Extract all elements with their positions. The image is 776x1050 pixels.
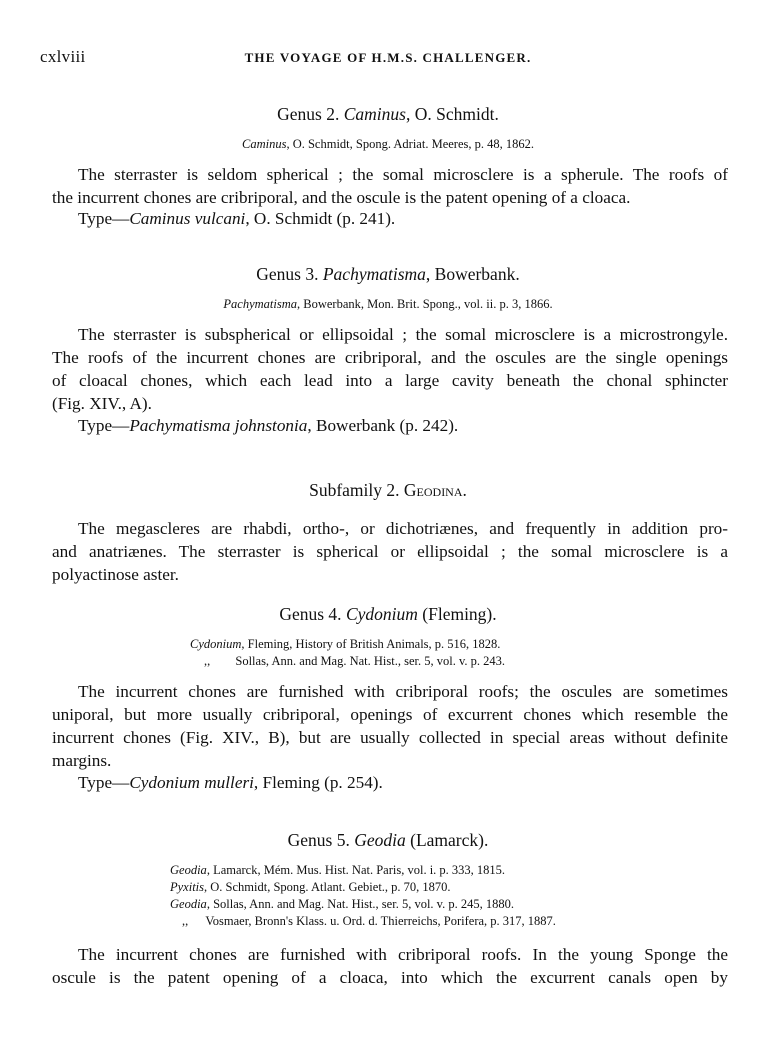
genus-5-line-1: The incurrent chones are furnished with cribriporal roofs. In the young Sponge the <box>78 945 728 964</box>
genus-4-description <box>52 680 728 772</box>
genus-2-description <box>52 163 728 209</box>
genus-3-type-rest: , Bowerbank (p. 242). <box>307 416 459 435</box>
genus-3-line-2: The roofs of the incurrent chones are cribriporal, and the oscules are the single openings <box>52 348 728 367</box>
genus-3-ref-name: Pachymatisma <box>223 297 298 311</box>
genus-2-ref-text: , O. Schmidt, Spong. Adriat. Meeres, p. 48, 1862. <box>286 137 534 151</box>
genus-3-ref-text: , Bowerbank, Mon. Brit. Spong., vol. ii. p. 3, 1866. <box>297 297 553 311</box>
genus-4-type-rest: , Fleming (p. 254). <box>253 773 383 792</box>
genus-5-reference-3 <box>170 897 514 912</box>
genus-5-reference-1 <box>170 863 505 878</box>
genus-5-heading <box>0 830 776 851</box>
genus-5-number: Genus 5. <box>287 830 350 850</box>
page-header <box>40 47 736 69</box>
genus-3-line-1: The sterraster is subspherical or ellipsoidal ; the somal microsclere is a microstrongyle. <box>78 325 728 344</box>
genus-4-reference-2 <box>204 654 505 669</box>
genus-3-description <box>52 323 728 415</box>
genus-3-reference <box>0 297 776 312</box>
genus-5-ref3-text: , Sollas, Ann. and Mag. Nat. Hist., ser. 5, vol. v. p. 245, 1880. <box>206 897 514 911</box>
genus-4-ref1-text: , Fleming, History of British Animals, p. 516, 1828. <box>241 637 501 651</box>
genus-5-ref3-name: Geodia <box>170 897 207 911</box>
genus-4-line-2: uniporal, but more usually cribriporal, openings of excurrent chones which resemble the <box>52 705 728 724</box>
genus-4-line-3: incurrent chones (Fig. XIV., B), but are usually collected in special areas without definite <box>52 728 728 747</box>
genus-4-type <box>78 773 383 793</box>
genus-4-line-1: The incurrent chones are furnished with cribriporal roofs; the oscules are sometimes <box>78 682 728 701</box>
genus-2-number: Genus 2. <box>277 104 340 124</box>
genus-2-type-name: Caminus vulcani <box>129 209 246 228</box>
genus-4-type-name: Cydonium mulleri <box>129 773 254 792</box>
genus-3-line-3: of cloacal chones, which each lead into a large cavity beneath the chonal sphincter <box>52 371 728 390</box>
genus-5-author: (Lamarck). <box>405 830 489 850</box>
page-number: cxlviii <box>40 47 86 66</box>
genus-3-number: Genus 3. <box>256 264 319 284</box>
genus-5-ref1-text: , Lamarck, Mém. Mus. Hist. Nat. Paris, vol. i. p. 333, 1815. <box>206 863 506 877</box>
genus-4-ref1-name: Cydonium <box>190 637 242 651</box>
genus-4-reference-1 <box>190 637 500 652</box>
genus-4-ref2-ditto: ,, <box>204 654 211 668</box>
genus-4-line-4: margins. <box>52 751 112 770</box>
subfamily-2-name: Geodina. <box>403 480 467 500</box>
genus-2-type-rest: , O. Schmidt (p. 241). <box>245 209 396 228</box>
genus-5-ref2-text: , O. Schmidt, Spong. Atlant. Gebiet., p. 70, 1870. <box>204 880 451 894</box>
genus-5-reference-2 <box>170 880 451 895</box>
genus-2-reference <box>0 137 776 152</box>
genus-2-type <box>78 209 395 229</box>
genus-5-reference-4 <box>182 914 556 929</box>
genus-3-type-prefix: Type— <box>78 416 130 435</box>
genus-2-type-prefix: Type— <box>78 209 130 228</box>
genus-3-type <box>78 416 458 436</box>
genus-5-line-2: oscule is the patent opening of a cloaca, into which the excurrent canals open by <box>52 968 728 987</box>
genus-5-name: Geodia <box>354 830 406 850</box>
genus-4-author: (Fleming). <box>417 604 497 624</box>
subfamily-2-line-3: polyactinose aster. <box>52 565 179 584</box>
genus-5-ref4-ditto: ,, <box>182 914 189 928</box>
genus-4-heading <box>0 604 776 625</box>
genus-2-name: Caminus <box>343 104 406 124</box>
genus-2-heading <box>0 104 776 125</box>
genus-2-author: , O. Schmidt. <box>405 104 499 124</box>
genus-5-ref1-name: Geodia <box>170 863 207 877</box>
genus-5-ref4-text: Vosmaer, Bronn's Klass. u. Ord. d. Thierreichs, Porifera, p. 317, 1887. <box>205 914 556 928</box>
genus-5-description <box>52 943 728 989</box>
genus-3-type-name: Pachymatisma johnstonia <box>129 416 308 435</box>
subfamily-2-number: Subfamily 2. <box>309 480 400 500</box>
running-title: THE VOYAGE OF H.M.S. CHALLENGER. <box>244 50 532 65</box>
subfamily-2-description <box>52 517 728 586</box>
subfamily-2-line-1: The megascleres are rhabdi, ortho-, or dichotriænes, and frequently in addition pro- <box>78 519 728 538</box>
genus-2-line-2: the incurrent chones are cribriporal, and the oscule is the patent opening of a cloaca. <box>52 188 631 207</box>
genus-2-line-1: The sterraster is seldom spherical ; the somal microsclere is a spherule. The roofs of <box>78 165 728 184</box>
genus-3-heading <box>0 264 776 285</box>
genus-3-author: , Bowerbank. <box>425 264 520 284</box>
genus-4-number: Genus 4. <box>279 604 342 624</box>
subfamily-2-line-2: and anatriænes. The sterraster is spherical or ellipsoidal ; the somal microsclere is a <box>52 542 728 561</box>
genus-4-type-prefix: Type— <box>78 773 130 792</box>
genus-3-name: Pachymatisma <box>322 264 426 284</box>
genus-4-name: Cydonium <box>345 604 418 624</box>
genus-5-ref2-name: Pyxitis <box>170 880 205 894</box>
genus-4-ref2-text: Sollas, Ann. and Mag. Nat. Hist., ser. 5, vol. v. p. 243. <box>235 654 506 668</box>
genus-2-ref-name: Caminus <box>241 137 287 151</box>
subfamily-2-heading <box>0 480 776 501</box>
genus-3-line-4: (Fig. XIV., A). <box>52 394 152 413</box>
